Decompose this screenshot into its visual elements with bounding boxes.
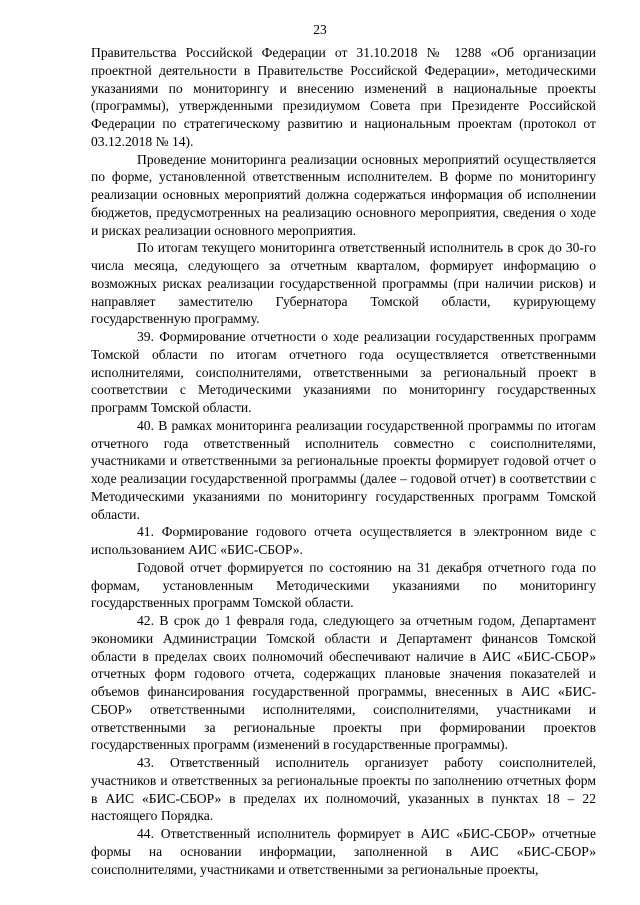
paragraph-continuation: Правительства Российской Федерации от 31.10.2018 № 1288 «Об организации проектной деятельности в Правительстве Российской Федерации», методическими указаниями по мониторингу и внесению изменений в национальные проекты (программы), утвержденными президиумом Совета при Президенте Российской Федерации по стратегическому развитию и национальным проектам (протокол от 03.12.2018 № 14). xyxy=(91,45,596,149)
paragraph-annual-report-date: Годовой отчет формируется по состоянию на 31 декабря отчетного года по формам, установленным Методическими указаниями по мониторингу государственных программ Томской области. xyxy=(91,559,596,611)
paragraph-item-39: 39. Формирование отчетности о ходе реализации государственных программ Томской области по итогам отчетного года осуществляется ответственными исполнителями, соисполнителями, ответственными за региональный проект в соответствии с Методическими указаниями по мониторингу государственных программ Томской области. xyxy=(91,329,596,415)
paragraph-item-42: 42. В срок до 1 февраля года, следующего за отчетным годом, Департамент экономики Администрации Томской области и Департамент финансов Томской области в пределах своих полномочий обеспечивают наличие в АИС «БИС-СБОР» отчетных форм годового отчета, содержащих плановые значения показателей и объемов финансирования государственной программы, внесенных в АИС «БИС-СБОР» ответственными исполнителями, соисполнителями, участниками и ответственными за региональные проекты при формировании проектов государственных программ (изменений в государственные программы). xyxy=(91,613,596,753)
paragraph-item-41: 41. Формирование годового отчета осуществляется в электронном виде с использованием АИС «БИС-СБОР». xyxy=(91,524,596,557)
page-number: 23 xyxy=(313,22,327,37)
paragraph-current-monitoring: По итогам текущего мониторинга ответственный исполнитель в срок до 30-го числа месяца, следующего за отчетным кварталом, формирует информацию о возможных рисках реализации государственной программы (при наличии рисков) и направляет заместителю Губернатора Томской области, курирующему государственную программу. xyxy=(91,240,596,327)
paragraph-item-43: 43. Ответственный исполнитель организует работу соисполнителей, участников и ответственных за региональные проекты по заполнению отчетных форм в АИС «БИС-СБОР» в пределах их полномочий, указанных в пунктах 18 – 22 настоящего Порядка. xyxy=(91,755,596,824)
paragraph-item-44: 44. Ответственный исполнитель формирует в АИС «БИС-СБОР» отчетные формы на основании информации, заполненной в АИС «БИС-СБОР» соисполнителями, участниками и ответственными за региональные проекты, xyxy=(91,826,596,877)
document-body xyxy=(91,44,596,878)
paragraph-monitoring-form: Проведение мониторинга реализации основных мероприятий осуществляется по форме, установленной ответственным исполнителем. В форме по мониторингу реализации основных мероприятий должна содержаться информация об исполнении бюджетов, предусмотренных на реализацию основного мероприятия, сведения о ходе и рисках реализации основного мероприятия. xyxy=(91,151,596,238)
paragraph-item-40: 40. В рамках мониторинга реализации государственной программы по итогам отчетного года ответственный исполнитель совместно с соисполнителями, участниками и ответственными за региональные проекты формирует годовой отчет о ходе реализации государственной программы (далее – годовой отчет) в соответствии с Методическими указаниями по мониторингу государственных программ Томской области. xyxy=(91,417,596,522)
